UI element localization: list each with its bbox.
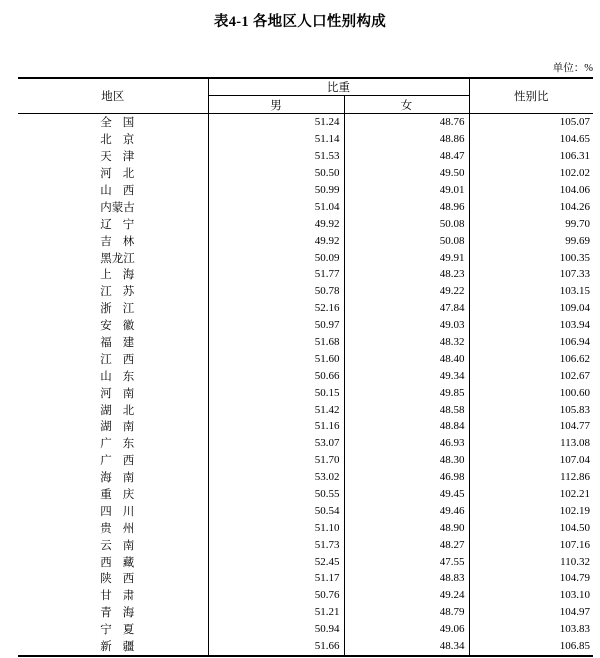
male-share-cell: 52.45 (208, 553, 344, 570)
region-label: 湖北 (100, 404, 135, 417)
male-share-cell: 50.78 (208, 283, 344, 300)
region-cell (18, 249, 208, 266)
region-label: 宁夏 (100, 624, 135, 637)
region-cell (18, 587, 208, 604)
female-share-cell: 49.01 (344, 182, 469, 199)
region-label: 山西 (100, 185, 135, 197)
table-row (18, 536, 593, 553)
male-share-cell: 52.16 (208, 300, 344, 317)
region-label: 北京 (100, 134, 135, 147)
table-row (18, 148, 593, 165)
female-share-cell: 49.91 (344, 249, 469, 266)
sex-ratio-cell: 105.83 (559, 403, 590, 416)
region-cell (18, 198, 208, 215)
region-cell (18, 300, 208, 317)
region-cell (18, 486, 208, 503)
male-share-cell: 51.73 (208, 536, 344, 553)
region-label: 重庆 (100, 489, 135, 502)
table-row (18, 638, 593, 656)
female-share-cell: 48.96 (344, 198, 469, 215)
sex-ratio-cell: 103.10 (559, 589, 590, 602)
female-share-cell: 48.27 (344, 536, 469, 553)
male-share-cell: 50.76 (208, 587, 344, 604)
sex-ratio-cell: 104.50 (559, 521, 590, 534)
region-cell (18, 283, 208, 300)
region-label: 全国 (100, 117, 135, 130)
region-cell (18, 334, 208, 351)
male-share-cell: 50.99 (208, 182, 344, 199)
region-cell (18, 418, 208, 435)
female-share-cell: 48.84 (344, 418, 469, 435)
table-row (18, 469, 593, 486)
table-row (18, 435, 593, 452)
male-share-cell: 50.50 (208, 165, 344, 182)
region-cell (18, 536, 208, 553)
table-row (18, 604, 593, 621)
region-cell (18, 570, 208, 587)
region-label: 甘肃 (100, 590, 135, 603)
header-female: 女 (344, 96, 469, 114)
table-row (18, 519, 593, 536)
male-share-cell: 51.04 (208, 198, 344, 215)
population-sex-composition-table (18, 77, 593, 657)
region-label: 新疆 (100, 641, 135, 654)
unit-label: 单位：% (552, 63, 593, 74)
male-share-cell: 50.94 (208, 621, 344, 638)
region-cell (18, 621, 208, 638)
female-share-cell: 48.86 (344, 131, 469, 148)
sex-ratio-cell: 104.77 (559, 420, 590, 433)
male-share-cell: 50.15 (208, 384, 344, 401)
sex-ratio-cell: 102.21 (559, 488, 590, 501)
region-label: 西藏 (100, 556, 135, 569)
female-share-cell: 48.40 (344, 350, 469, 367)
female-share-cell: 49.03 (344, 317, 469, 334)
region-cell (18, 401, 208, 418)
male-share-cell: 53.07 (208, 435, 344, 452)
male-share-cell: 51.70 (208, 452, 344, 469)
male-share-cell: 50.55 (208, 486, 344, 503)
sex-ratio-cell: 99.70 (565, 217, 590, 230)
sex-ratio-cell: 102.19 (559, 504, 590, 517)
sex-ratio-cell: 107.33 (559, 268, 590, 281)
region-label: 福建 (100, 337, 135, 350)
male-share-cell: 51.53 (208, 148, 344, 165)
table-row (18, 384, 593, 401)
female-share-cell: 48.34 (344, 638, 469, 656)
female-share-cell: 48.79 (344, 604, 469, 621)
table-row (18, 452, 593, 469)
female-share-cell: 48.83 (344, 570, 469, 587)
table-row (18, 249, 593, 266)
female-share-cell: 48.23 (344, 266, 469, 283)
region-label: 河南 (100, 387, 135, 400)
male-share-cell: 51.42 (208, 401, 344, 418)
female-share-cell: 46.98 (344, 469, 469, 486)
male-share-cell: 51.14 (208, 131, 344, 148)
table-row (18, 131, 593, 148)
region-label: 广东 (100, 438, 135, 451)
male-share-cell: 51.17 (208, 570, 344, 587)
male-share-cell: 51.77 (208, 266, 344, 283)
female-share-cell: 49.85 (344, 384, 469, 401)
female-share-cell: 47.84 (344, 300, 469, 317)
male-share-cell: 51.10 (208, 519, 344, 536)
region-label: 山东 (100, 370, 135, 383)
table-row (18, 502, 593, 519)
region-cell (18, 638, 208, 656)
sex-ratio-cell: 106.62 (559, 352, 590, 365)
region-label: 黑龙江 (100, 252, 135, 265)
region-label: 内蒙古 (100, 201, 135, 214)
female-share-cell: 50.08 (344, 215, 469, 232)
region-label: 海南 (100, 472, 135, 485)
table-row (18, 418, 593, 435)
region-cell (18, 131, 208, 148)
male-share-cell: 50.97 (208, 317, 344, 334)
female-share-cell: 49.50 (344, 165, 469, 182)
table-row (18, 198, 593, 215)
table-row (18, 587, 593, 604)
region-label: 天津 (100, 151, 135, 164)
female-share-cell: 49.34 (344, 367, 469, 384)
table-row (18, 317, 593, 334)
region-cell (18, 519, 208, 536)
female-share-cell: 48.90 (344, 519, 469, 536)
table-row (18, 621, 593, 638)
region-cell (18, 367, 208, 384)
region-cell (18, 350, 208, 367)
table-row (18, 334, 593, 351)
male-share-cell: 51.66 (208, 638, 344, 656)
male-share-cell: 49.92 (208, 215, 344, 232)
sex-ratio-cell: 103.94 (559, 319, 590, 332)
table-row (18, 215, 593, 232)
region-cell (18, 148, 208, 165)
region-label: 江苏 (100, 286, 135, 299)
table-row (18, 182, 593, 199)
region-cell (18, 469, 208, 486)
sex-ratio-cell: 104.79 (559, 572, 590, 585)
female-share-cell: 49.22 (344, 283, 469, 300)
table-row (18, 570, 593, 587)
sex-ratio-cell: 105.07 (559, 116, 590, 129)
male-share-cell: 51.24 (208, 114, 344, 131)
female-share-cell: 48.47 (344, 148, 469, 165)
sex-ratio-cell: 104.65 (559, 133, 590, 146)
region-cell (18, 266, 208, 283)
table-row (18, 300, 593, 317)
male-share-cell: 50.54 (208, 502, 344, 519)
table-row (18, 283, 593, 300)
region-label: 浙江 (100, 303, 135, 316)
table-row (18, 401, 593, 418)
region-label: 上海 (100, 269, 135, 282)
region-cell (18, 232, 208, 249)
female-share-cell: 49.45 (344, 486, 469, 503)
female-share-cell: 48.58 (344, 401, 469, 418)
region-label: 陕西 (100, 573, 135, 586)
region-cell (18, 384, 208, 401)
region-cell (18, 604, 208, 621)
female-share-cell: 50.08 (344, 232, 469, 249)
female-share-cell: 46.93 (344, 435, 469, 452)
region-label: 辽宁 (100, 218, 135, 231)
region-cell (18, 165, 208, 182)
sex-ratio-cell: 109.04 (559, 302, 590, 315)
table-row (18, 165, 593, 182)
region-cell (18, 502, 208, 519)
sex-ratio-cell: 100.60 (559, 386, 590, 399)
female-share-cell: 49.24 (344, 587, 469, 604)
region-cell (18, 452, 208, 469)
table-title: 表4-1 各地区人口性别构成 (213, 14, 387, 30)
sex-ratio-cell: 104.97 (559, 606, 590, 619)
table-row (18, 486, 593, 503)
region-cell (18, 182, 208, 199)
table-row (18, 266, 593, 283)
header-male: 男 (208, 96, 344, 114)
sex-ratio-cell: 102.67 (559, 369, 590, 382)
region-label: 四川 (100, 505, 135, 518)
region-label: 江西 (100, 353, 135, 366)
region-label: 吉林 (100, 235, 135, 248)
female-share-cell: 48.32 (344, 334, 469, 351)
female-share-cell: 48.30 (344, 452, 469, 469)
sex-ratio-cell: 112.86 (560, 471, 590, 484)
sex-ratio-cell: 99.69 (565, 234, 590, 247)
male-share-cell: 50.66 (208, 367, 344, 384)
region-cell (18, 114, 208, 131)
sex-ratio-cell: 100.35 (559, 251, 590, 264)
male-share-cell: 53.02 (208, 469, 344, 486)
sex-ratio-cell: 106.85 (559, 640, 590, 653)
header-row-1 (18, 78, 593, 96)
table-row (18, 367, 593, 384)
table-row (18, 114, 593, 131)
sex-ratio-cell: 103.83 (559, 623, 590, 636)
region-label: 云南 (100, 539, 135, 552)
table-header (18, 78, 593, 114)
female-share-cell: 48.76 (344, 114, 469, 131)
region-cell (18, 215, 208, 232)
region-label: 安徽 (100, 320, 135, 333)
male-share-cell: 51.16 (208, 418, 344, 435)
female-share-cell: 49.06 (344, 621, 469, 638)
region-label: 贵州 (100, 522, 135, 535)
table-row (18, 232, 593, 249)
male-share-cell: 50.09 (208, 249, 344, 266)
table-body (18, 114, 593, 656)
sex-ratio-cell: 106.31 (559, 150, 590, 163)
header-sex-ratio: 性别比 (469, 78, 593, 114)
sex-ratio-cell: 103.15 (559, 285, 590, 298)
male-share-cell: 51.68 (208, 334, 344, 351)
region-cell (18, 435, 208, 452)
region-cell (18, 553, 208, 570)
sex-ratio-cell: 102.02 (559, 167, 590, 180)
header-region: 地区 (18, 78, 208, 114)
male-share-cell: 51.60 (208, 350, 344, 367)
region-cell (18, 317, 208, 334)
female-share-cell: 49.46 (344, 502, 469, 519)
header-proportion: 比重 (208, 78, 469, 96)
table-row (18, 350, 593, 367)
sex-ratio-cell: 107.16 (559, 538, 590, 551)
region-label: 青海 (100, 607, 135, 620)
sex-ratio-cell: 106.94 (559, 336, 590, 349)
female-share-cell: 47.55 (344, 553, 469, 570)
male-share-cell: 49.92 (208, 232, 344, 249)
region-label: 河北 (100, 168, 135, 181)
table-row (18, 553, 593, 570)
sex-ratio-cell: 113.08 (560, 437, 590, 450)
sex-ratio-cell: 110.32 (560, 555, 590, 568)
region-label: 广西 (100, 455, 135, 468)
sex-ratio-cell: 107.04 (559, 454, 590, 467)
sex-ratio-cell: 104.26 (559, 200, 590, 213)
male-share-cell: 51.21 (208, 604, 344, 621)
region-label: 湖南 (100, 421, 135, 434)
sex-ratio-cell: 104.06 (559, 184, 590, 196)
